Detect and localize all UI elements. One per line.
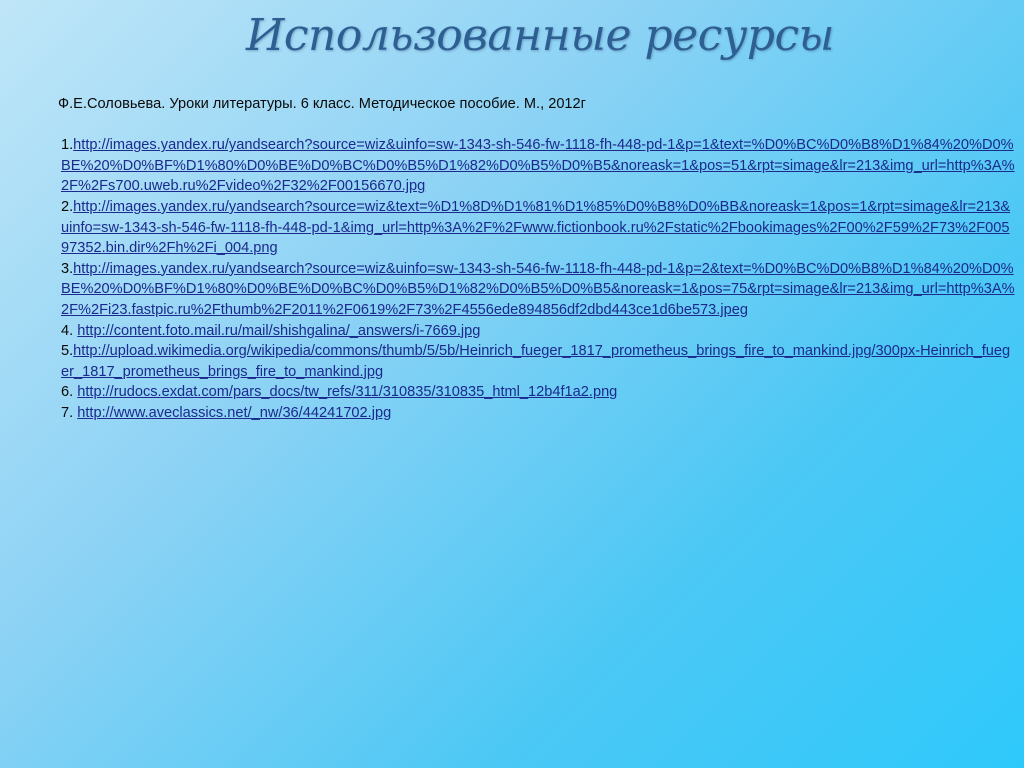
resource-link-2[interactable]: http://images.yandex.ru/yandsearch?source=wiz&text=%D1%8D%D1%81%D1%85%D0%B8%D0%BB&noreask=1&pos=1&rpt=simage&lr=213&uinfo=sw-1343-sh-546-fw-1118-fh-448-pd-1&img_url=http%3A%2F%2Fwww.fictionbook.ru%2Fstatic%2Fbookimages%2F00%2F59%2F73%2F00597352.bin.dir%2Fh%2Fi_004.png [61,198,1011,257]
resource-number: 2. [61,198,74,215]
resource-number: 7. [61,404,78,421]
resource-item-4 [9,321,1015,342]
resource-number: 5. [61,343,74,360]
resource-item-2 [9,197,1015,259]
resource-number: 1. [61,137,74,154]
resource-item-5 [9,341,1015,382]
resources-list [9,94,1015,424]
resource-link-6[interactable]: http://rudocs.exdat.com/pars_docs/tw_refs/311/310835/310835_html_12b4f1a2.png [77,384,618,401]
resource-link-7[interactable]: http://www.aveclassics.net/_nw/36/44241702.jpg [77,404,392,421]
slide-title: Использованные ресурсы [246,10,834,61]
resource-number: 6. [61,384,78,401]
resource-number: 3. [61,260,74,277]
book-reference: Ф.Е.Соловьева. Уроки литературы. 6 класс. Методическое пособие. М., 2012г [58,96,586,112]
resource-item-3 [9,259,1015,321]
resource-item-6 [9,382,1015,403]
resource-link-4[interactable]: http://content.foto.mail.ru/mail/shishgalina/_answers/i-7669.jpg [77,322,481,339]
resource-item-7 [9,403,1015,424]
resource-item-1 [9,135,1015,197]
resource-link-3[interactable]: http://images.yandex.ru/yandsearch?source=wiz&uinfo=sw-1343-sh-546-fw-1118-fh-448-pd-1&p=2&text=%D0%BC%D0%B8%D1%84%20%D0%BE%20%D0%BF%D1%80%D0%BE%D0%BC%D0%B5%D1%82%D0%B5%D0%B5&noreask=1&pos=75&rpt=simage&lr=213&img_url=http%3A%2F%2Fi23.fastpic.ru%2Fthumb%2F2011%2F0619%2F73%2F4556ede894856df2dbd443ce1d6be573.jpeg [61,260,1015,318]
resource-link-5[interactable]: http://upload.wikimedia.org/wikipedia/commons/thumb/5/5b/Heinrich_fueger_1817_prometheus_brings_fire_to_mankind.jpg/300px-Heinrich_fueger_1817_prometheus_brings_fire_to_mankind.jpg [61,343,1011,380]
resource-number: 4. [61,322,78,339]
resource-link-1[interactable]: http://images.yandex.ru/yandsearch?source=wiz&uinfo=sw-1343-sh-546-fw-1118-fh-448-pd-1&p=1&text=%D0%BC%D0%B8%D1%84%20%D0%BE%20%D0%BF%D1%80%D0%BE%D0%BC%D0%B5%D1%82%D0%B5%D0%B5&noreask=1&pos=51&rpt=simage&lr=213&img_url=http%3A%2F%2Fs700.uweb.ru%2Fvideo%2F32%2F00156670.jpg [61,137,1015,195]
